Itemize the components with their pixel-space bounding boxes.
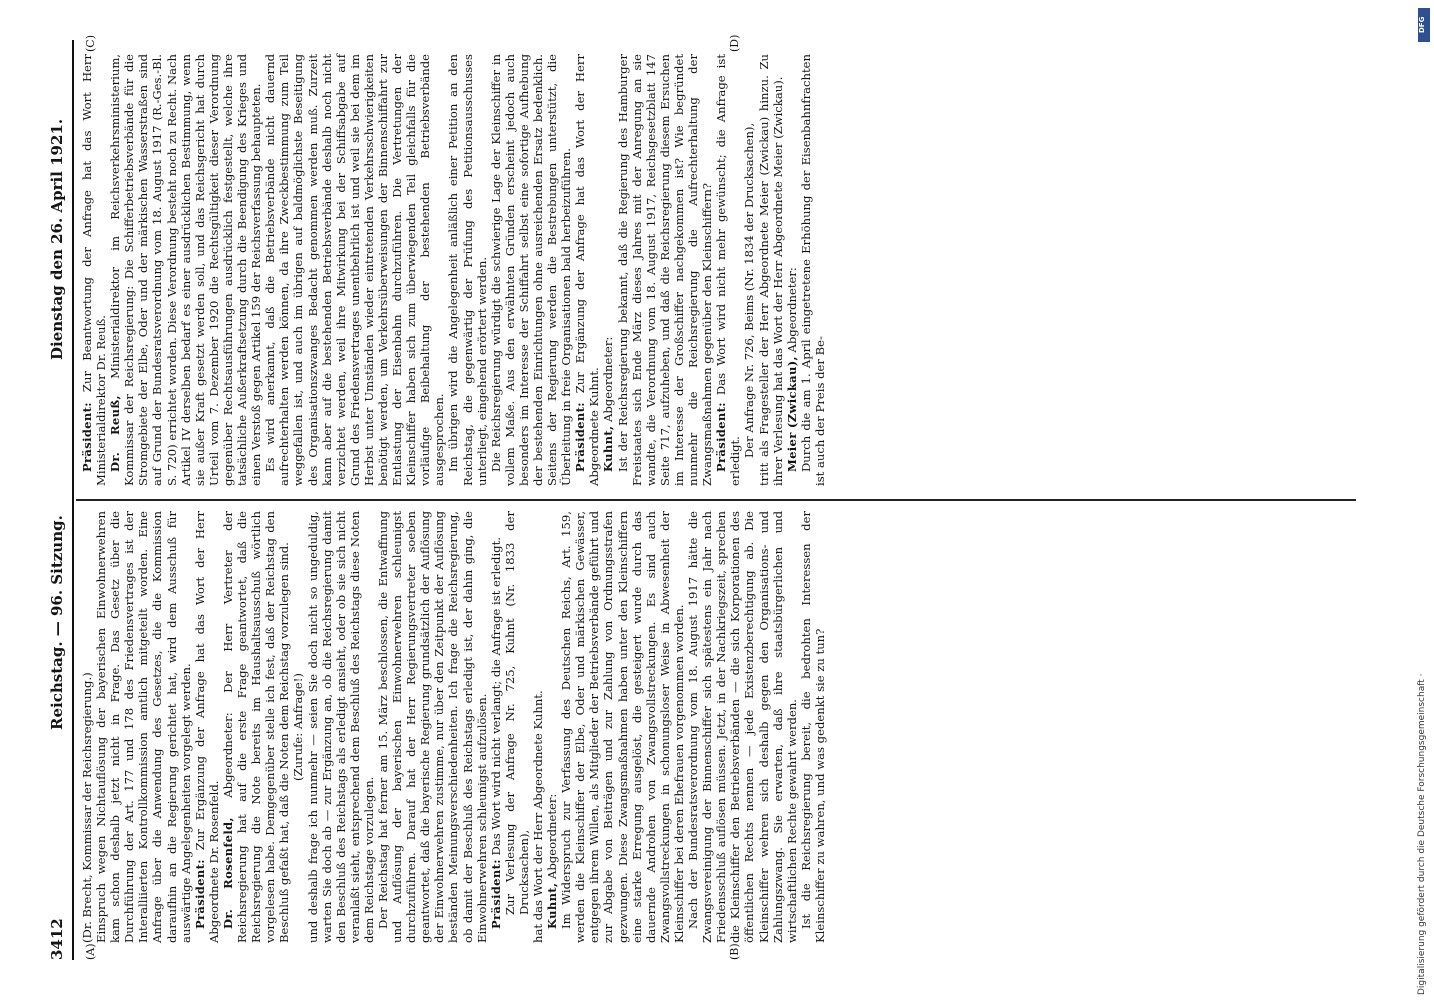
speaker-name: Präsident: — [714, 402, 729, 472]
margin-mark-b: (B) — [728, 943, 741, 960]
paragraph-text: Zur Ergänzung der Anfrage hat das Wort der Herr Abgeordnete Dr. Rosenfeld. — [192, 511, 221, 943]
session-date: Dienstag den 26. April 1921. — [48, 118, 66, 360]
paragraph — [263, 54, 446, 486]
paragraph-text: Im übrigen wird die Angelegenheit anläßlich einer Petition an den Reichstag, die gegenwärtig der Prüfung des Petitionsausschusses unterliegt, eingehend erörtert werden. — [446, 54, 489, 486]
paragraph-text: Zur Beantwortung der Anfrage hat das Wort Herr Ministerialdirektor Dr. Reuß. — [80, 54, 109, 486]
paragraph — [742, 54, 756, 486]
column-divider — [76, 500, 1356, 502]
speaker-name: Dr. Rosenfeld, — [220, 817, 235, 929]
paragraph — [221, 511, 291, 943]
dfg-logo: DFG — [1418, 8, 1430, 42]
paragraph-text: Abgeordneter: — [545, 793, 560, 883]
session-title: Reichstag. — 96. Sitzung. — [48, 515, 66, 730]
dfg-credit: Digitalisierung gefördert durch die Deutsche Forschungsgemeinschaft · — [1417, 673, 1427, 995]
paragraph — [291, 511, 305, 943]
paragraph-text: Einspruch wegen Nichtauflösung der bayerischen Einwohnerwehren kam schon deshalb jetzt nicht in Frage. Das Gesetz über die Durchführung der Art. 177 und 178 des Friedensvertrages ist der Interalliierten Kontrollkommission amtlich mitgeteilt worden. Eine Anfrage über die Anwendung des Gesetzes, die die Kommission daraufhin an die Regierung gerichtet hat, wird dem Ausschuß für auswärtige Angelegenheiten vorgelegt werden. — [94, 511, 193, 943]
paragraph-text: tritt als Fragesteller der Herr Abgeordnete Meier (Zwickau) hinzu. Zu ihrer Verlesung hat das Wort der Herr Abgeordnete Meier (Zwickau). — [756, 54, 785, 486]
paragraph — [446, 54, 488, 486]
paragraph — [714, 54, 742, 486]
paragraph-text: (Dr. Brecht, Kommissar der Reichsregierung.) — [80, 672, 94, 943]
paragraph-text: (Zurufe: Anfrage!) — [291, 673, 306, 781]
paragraph-text: Zur Verlesung der Anfrage Nr. 725, Kuhnt (Nr. 1833 der Drucksachen), — [502, 511, 531, 915]
paragraph-text: Das Wort wird nicht verlangt; die Anfrage ist erledigt. — [488, 537, 503, 860]
paragraph-text: Nach der Bundesratsverordnung vom 18. August 1917 hätte die Zwangsvereinigung der Binnenschiffer sich spätestens ein Jahr nach Friedensschluß auflösen müssen. Jetzt, in der Nachkriegszeit, sprechen die Kleinschiffer den Betriebsverbänden — die sich Korporationen des öffentlichen Rechts nennen — jede Existenzberechtigung ab. Die Kleinschiffer wehren sich deshalb gegen den Organisations- und Zahlungszwang. Sie erwarten, daß ihre staatsbürgerlichen und wirtschaftlichen Rechte gewahrt werden. — [686, 511, 799, 943]
margin-mark-a: (A) — [84, 943, 97, 960]
left-column — [80, 511, 827, 943]
paragraph — [601, 54, 615, 486]
paragraph — [573, 54, 601, 486]
paragraph — [108, 54, 263, 486]
paragraph — [306, 511, 376, 943]
paragraph-text: Durch die am 1. April eingetretene Erhöhung der Eisenbahnfrachten ist auch der Preis der Be- — [798, 54, 827, 486]
paragraph-text: Der Reichstag hat ferner am 15. März beschlossen, die Entwaffnung und Auflösung der bayerischen Einwohnerwehren schleunigst durchzuführen. Darauf hat der Herr Regierungsvertreter soeben geantwortet, daß die bayerische Regierung grundsätzlich der Auflösung der Einwohnerwehren zustimme, nur über den Zeitpunkt der Auflösung beständen Meinungsverschiedenheiten. Ich frage die Reichsregierung, ob damit der Beschluß des Reichstags erledigt ist, der dahin ging, die Einwohnerwehren schleunigst aufzulösen. — [375, 511, 489, 943]
paragraph-text: Die Reichsregierung würdigt die schwierige Lage der Kleinschiffer in vollem Maße. Aus den erwähnten Gründen erscheint jedoch auch besonders im Interesse der Schiffahrt selbst eine sofortige Aufhebung der bestehenden Einrichtungen ohne ausreichenden Ersatz bedenklich. Seitens der Regierung werden die Bestrebungen unterstützt, die Überleitung in freie Organisationen bald herbeizuführen. — [488, 54, 574, 486]
paragraph — [193, 511, 221, 943]
paragraph-text: Ministerialdirektor im Reichsverkehrsministerium, Kommissar der Reichsregierung: Die Schifferbetriebsverbände für die Stromgebiete der Elbe, Oder und der märkischen Wasserstraßen sind auf Grund der Bundesratsverordnung vom 18. August 1917 (R.-Ges.-Bl. S. 720) errichtet worden. Diese Verordnung besteht noch zu Recht. Nach Artikel IV derselben bedarf es einer ausdrücklichen Bestimmung, wenn sie außer Kraft gesetzt werden soll, und das Reichsgericht hat durch Urteil vom 7. Dezember 1920 die Rechtsgültigkeit dieser Verordnung gegenüber Rechtsausführungen ausdrücklich festgestellt, welche ihre tatsächliche Außerkraftsetzung durch die Beendigung des Krieges und einen Verstoß gegen Artikel 159 der Reichsverfassung behaupteten. — [108, 54, 264, 486]
paragraph — [94, 511, 193, 943]
paragraph-text: Abgeordneter: — [784, 267, 799, 357]
paragraph — [757, 54, 785, 486]
speaker-name: Dr. Reuß, — [108, 395, 123, 472]
paragraph-text: Das Wort wird nicht mehr gewünscht; die Anfrage ist erledigt. — [714, 54, 743, 486]
paragraph-text: hat das Wort der Herr Abgeordnete Kuhnt. — [531, 690, 545, 943]
speaker-name: Präsident: — [80, 402, 94, 472]
paragraph-text: Es wird anerkannt, daß die Betriebsverbände nicht dauernd aufrechterhalten werden können, da ihre Zweckbestimmung zum Teil weggefallen ist, und auch im übrigen auf baldmöglichste Beseitigung des Organisationszwanges Bedacht genommen werden muß. Zurzeit kann aber auf die bestehenden Betriebsverbände deshalb noch nicht verzichtet werden, weil ihre Mitwirkung bei der Schiffsabgabe auf Grund des Friedensvertrages unentbehrlich ist und weil sie bei dem im Herbst unter Umständen wieder eintretenden Verkehrsschwierigkeiten benötigt werden, um Verkehrsüberweisungen der Binnenschiffahrt zur Entlastung der Eisenbahn durchzuführen. Die Vertretungen der Kleinschiffer haben sich zum überwiegenden Teil gleichfalls für die vorläufige Beibehaltung der bestehenden Betriebsverbände ausgesprochen. — [263, 54, 447, 486]
paragraph-text: Abgeordneter: — [601, 336, 616, 426]
paragraph-text: und deshalb frage ich nunmehr — seien Sie doch nicht so ungeduldig, warten Sie doch ab — zur Ergänzung an, ob die Reichsregierung damit den Beschluß des Reichstags als erledigt ansieht, oder ob sie sich nicht veranlaßt sieht, entsprechend dem Beschluß des Reichstags diese Noten dem Reichstage vorzulegen. — [305, 511, 376, 943]
paragraph — [799, 511, 827, 943]
speaker-name: Präsident: — [488, 859, 503, 929]
paragraph-text: Abgeordneter: Der Herr Vertreter der Reichsregierung hat auf die erste Frage geantwortet, daß die Reichsregierung die Note bereits im Haushaltsausschuß wörtlich vorgelesen habe. Demgegenüber stelle ich fest, daß der Reichstag den Beschluß gefaßt hat, daß die Noten dem Reichstag vorzulegen sind. — [220, 511, 292, 943]
paragraph-text: Der Anfrage Nr. 726, Beims (Nr. 1834 der Drucksachen), — [742, 122, 757, 458]
paragraph — [489, 54, 574, 486]
speaker-name: Meier (Zwickau), — [784, 356, 799, 472]
paragraph-text: Ist die Reichsregierung bereit, die bedrohten Interessen der Kleinschiffer zu wahren, und was gedenkt sie zu tun? — [798, 511, 827, 943]
paragraph — [80, 511, 94, 943]
paragraph — [616, 54, 715, 486]
header-rule — [72, 40, 74, 960]
paragraph-text: Im Widerspruch zur Verfassung des Deutschen Reichs, Art. 159, werden die Kleinschiffer der Elbe, Oder und märkischen Gewässer, entgegen ihrem Willen, als Mitglieder der Betriebsverbände geführt und zur Abgabe von Beiträgen und zur Zahlung von Ordnungsstrafen gezwungen. Diese Zwangsmaßnahmen haben unter den Kleinschiffern eine starke Erregung ausgelöst, die gesteigert wurde durch das dauernde Androhen von Zwangsvollstreckungen. Es sind auch Zwangsvollstreckungen in schonungsloser Weise in Abwesenheit der Kleinschiffer bei deren Ehefrauen vorgenommen worden. — [559, 511, 686, 943]
paragraph-text: Ist der Reichsregierung bekannt, daß die Regierung des Hamburger Freistaates sich Ende März dieses Jahres mit der Anregung an sie wandte, die Verordnung vom 18. August 1917, Reichsgesetzblatt 147 Seite 717, aufzuheben, und daß die Reichsregierung diesem Ersuchen im Interesse der Großschiffer nachgekommen ist? Wie begründet nunmehr die Reichsregierung die Aufrechterhaltung der Zwangsmaßnahmen gegenüber den Kleinschiffern? — [615, 54, 715, 486]
paragraph-text: Zur Ergänzung der Anfrage hat das Wort der Herr Abgeordnete Kuhnt. — [573, 54, 602, 486]
paragraph — [503, 511, 531, 943]
paragraph — [376, 511, 489, 943]
paragraph — [531, 511, 545, 943]
speaker-name: Kuhnt, — [545, 882, 560, 929]
right-column — [80, 54, 827, 486]
paragraph — [799, 54, 827, 486]
margin-mark-c: (C) — [84, 35, 97, 52]
speaker-name: Kuhnt, — [601, 425, 616, 472]
paragraph — [559, 511, 686, 943]
paragraph — [80, 54, 108, 486]
speaker-name: Präsident: — [192, 859, 207, 929]
speaker-name: Präsident: — [573, 402, 588, 472]
paragraph — [686, 511, 799, 943]
margin-mark-d: (D) — [728, 34, 741, 52]
paragraph — [545, 511, 559, 943]
page-number: 3412 — [48, 918, 66, 960]
page-header — [50, 40, 72, 960]
paragraph — [785, 54, 799, 486]
paragraph — [489, 511, 503, 943]
